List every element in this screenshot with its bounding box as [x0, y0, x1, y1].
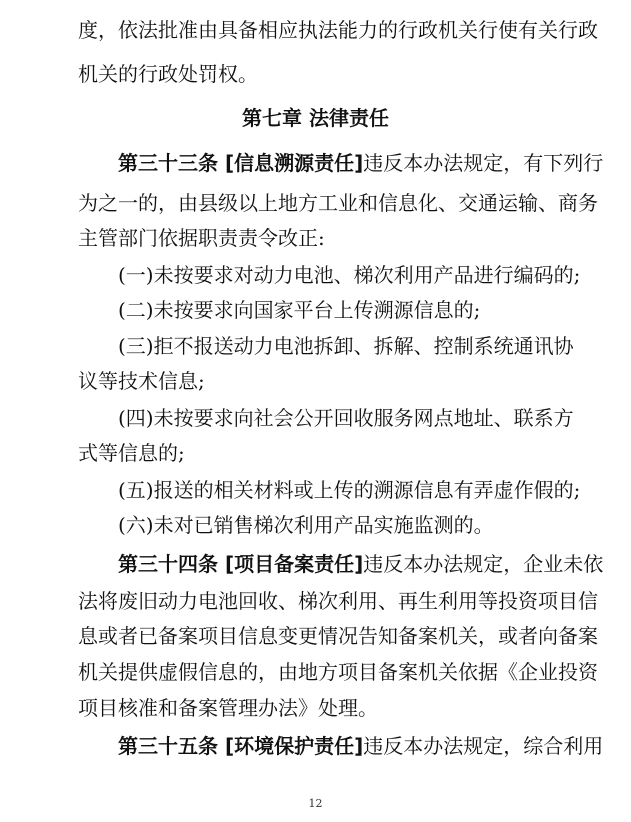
article-33-text: 违反本办法规定，有下列行	[363, 151, 604, 175]
article-34-first-line	[118, 552, 604, 576]
list-item: (四)未按要求向社会公开回收服务网点地址、联系方	[118, 406, 574, 430]
article-34-heading: 第三十四条 [项目备案责任]	[118, 552, 364, 576]
article-34-text: 违反本办法规定，企业未依	[363, 552, 604, 576]
list-item: (六)未对已销售梯次利用产品实施监测的。	[118, 513, 494, 537]
paragraph-line: 机关的行政处罚权。	[78, 62, 258, 86]
paragraph-line: 机关提供虚假信息的，由地方项目备案机关依据《企业投资	[78, 660, 598, 684]
article-35-text: 违反本办法规定，综合利用	[363, 734, 604, 758]
list-item-continuation: 式等信息的;	[78, 441, 185, 465]
list-item: (五)报送的相关材料或上传的溯源信息有弄虚作假的;	[118, 478, 581, 502]
list-item: (一)未按要求对动力电池、梯次利用产品进行编码的;	[118, 263, 581, 287]
page-number: 12	[308, 797, 323, 810]
paragraph-line: 法将废旧动力电池回收、梯次利用、再生利用等投资项目信	[78, 589, 598, 613]
paragraph-line: 主管部门依据职责责令改正:	[78, 226, 325, 250]
list-item: (三)拒不报送动力电池拆卸、拆解、控制系统通讯协	[118, 334, 574, 358]
list-item-continuation: 议等技术信息;	[78, 369, 205, 393]
list-item: (二)未按要求向国家平台上传溯源信息的;	[118, 298, 481, 322]
paragraph-line: 项目核准和备案管理办法》处理。	[78, 696, 378, 720]
article-35-first-line	[118, 734, 604, 758]
article-35-heading: 第三十五条 [环境保护责任]	[118, 734, 364, 758]
paragraph-line: 度，依法批准由具备相应执法能力的行政机关行使有关行政	[78, 18, 598, 42]
chapter-title: 第七章 法律责任	[242, 106, 389, 130]
article-33-first-line	[118, 151, 604, 175]
paragraph-line: 息或者已备案项目信息变更情况告知备案机关，或者向备案	[78, 624, 598, 648]
article-33-heading: 第三十三条 [信息溯源责任]	[118, 151, 364, 175]
paragraph-line: 为之一的，由县级以上地方工业和信息化、交通运输、商务	[78, 191, 598, 215]
